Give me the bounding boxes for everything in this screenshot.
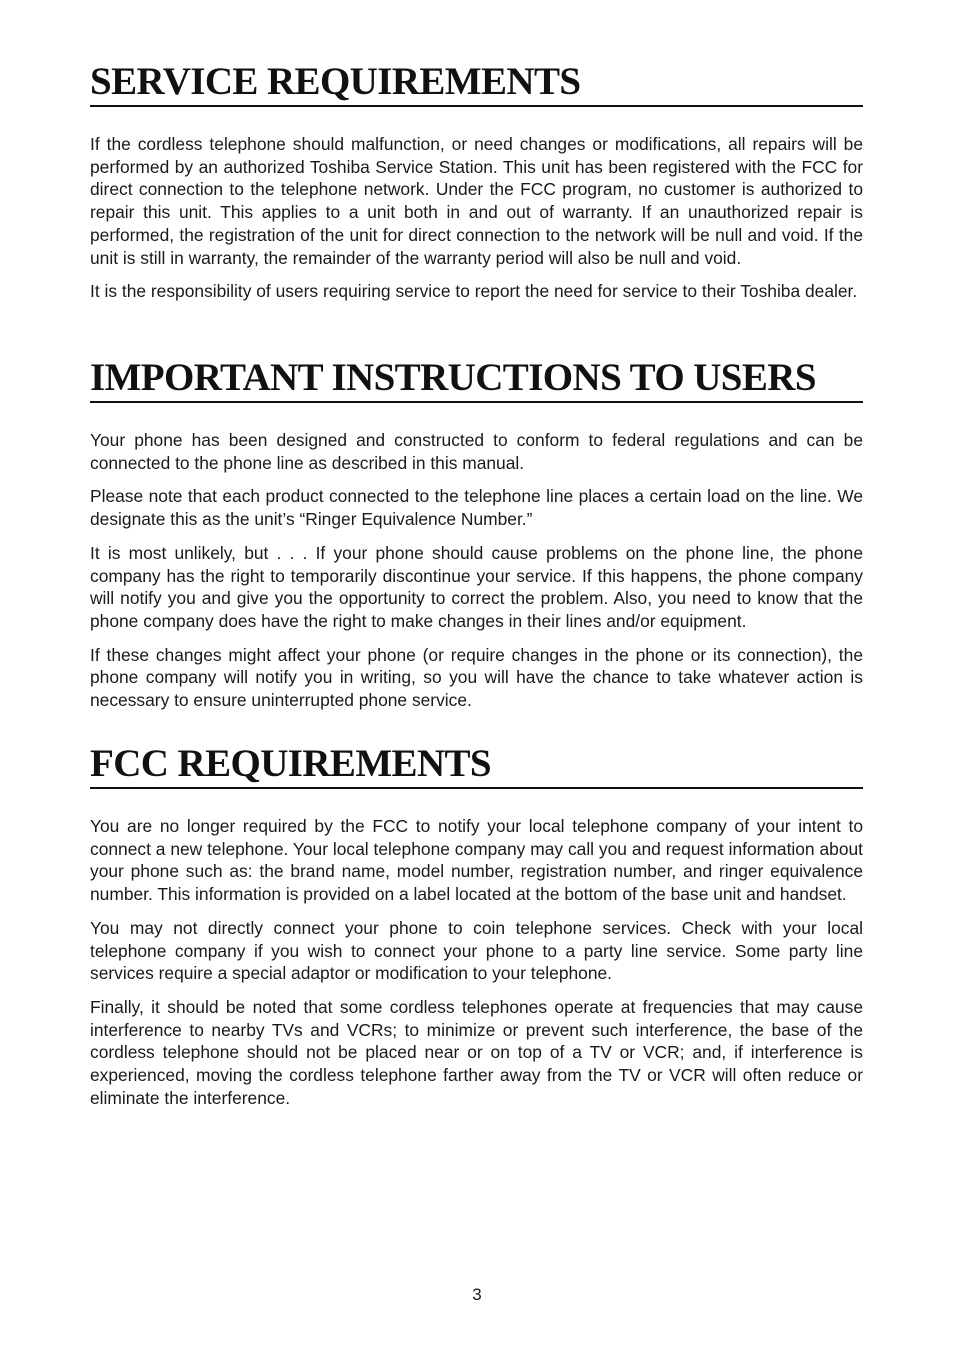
section-heading: FCC REQUIREMENTS — [90, 742, 863, 789]
paragraph: If these changes might affect your phone (or require changes in the phone or its connection), the phone company will notify you in writing, so you will have the chance to take whatever action is necessary to ensure uninterrupted phone service. — [90, 644, 863, 711]
paragraph: It is most unlikely, but . . . If your phone should cause problems on the phone line, the phone company has the right to temporarily discontinue your service. If this happens, the phone company will notify you and give you the opportunity to correct the problem. Also, you need to know that the phone company does have the right to make changes in their lines and/or equipment. — [90, 542, 863, 631]
section-fcc-requirements — [90, 742, 863, 1109]
section-heading: IMPORTANT INSTRUCTIONS TO USERS — [90, 356, 863, 403]
section-important-instructions — [90, 356, 863, 712]
paragraph: If the cordless telephone should malfunction, or need changes or modifications, all repairs will be performed by an authorized Toshiba Service Station. This unit has been registered with the FCC for direct connection to the telephone network. Under the FCC program, no customer is authorized to repair this unit. This applies to a unit both in and out of warranty. If an unauthorized repair is performed, the registration of the unit for direct connection to the network will be null and void. If the unit is still in warranty, the remainder of the warranty period will also be null and void. — [90, 134, 863, 268]
paragraph: It is the responsibility of users requiring service to report the need for service to their Toshiba dealer. — [90, 281, 858, 302]
paragraph: Your phone has been designed and constructed to conform to federal regulations and can be connected to the phone line as described in this manual. — [90, 430, 863, 473]
paragraph: You may not directly connect your phone to coin telephone services. Check with your local telephone company if you wish to connect your phone to a party line service. Some party line services require a special adaptor or modification to your telephone. — [90, 917, 863, 984]
section-heading: SERVICE REQUIREMENTS — [90, 60, 863, 107]
paragraph: Please note that each product connected to the telephone line places a certain load on the line. We designate this as the unit’s “Ringer Equivalence Number.” — [90, 486, 863, 530]
paragraph: Finally, it should be noted that some cordless telephones operate at frequencies that may cause interference to nearby TVs and VCRs; to minimize or prevent such interference, the base of the cordless telephone should not be placed near or on top of a TV or VCR; and, if interference is experienced, moving the cordless telephone farther away from the TV or VCR will often reduce or eliminate the interference. — [90, 996, 863, 1108]
page-number: 3 — [472, 1285, 482, 1304]
section-service-requirements — [90, 60, 863, 303]
paragraph: You are no longer required by the FCC to notify your local telephone company of your intent to connect a new telephone. Your local telephone company may call you and request information about your phone such as: the brand name, model number, registration number, and ringer equivalence number. This information is provided on a label located at the bottom of the base unit and handset. — [90, 816, 863, 905]
